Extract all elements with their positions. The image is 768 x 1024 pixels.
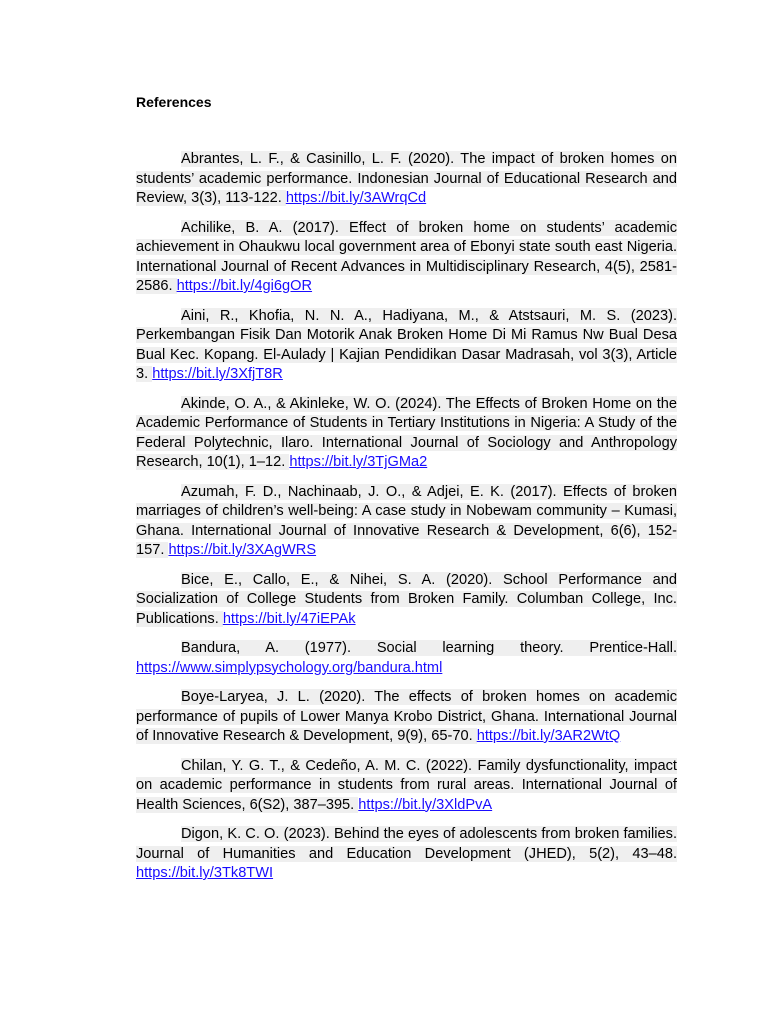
reference-text: Bandura, A. (1977). Social learning theory. Prentice-Hall. — [181, 640, 677, 656]
references-heading: References — [136, 94, 212, 110]
reference-link[interactable]: https://bit.ly/3XfjT8R — [152, 366, 283, 382]
reference-text: Digon, K. C. O. (2023). Behind the eyes of adolescents from broken families. Journal of Humanities and Education Development (JHED), 5(2), 43–48. — [136, 826, 677, 862]
reference-link[interactable]: https://bit.ly/3XAgWRS — [168, 542, 317, 558]
reference-text: Azumah, F. D., Nachinaab, J. O., & Adjei, E. K. (2017). Effects of broken marriages of children’s well-being: A case study in Nobewam community – Kumasi, Ghana. International Journal of Innovative Research & Development, 6(6), 152-157. — [136, 483, 677, 558]
reference-link[interactable]: https://bit.ly/3XldPvA — [358, 796, 493, 813]
reference-text: Chilan, Y. G. T., & Cedeño, A. M. C. (2022). Family dysfunctionality, impact on academic performance in students from rural areas. International Journal of Health Sciences, 6(S2), 387–395. — [136, 757, 677, 813]
reference-entry — [136, 757, 677, 816]
document-page — [136, 92, 677, 894]
reference-link[interactable]: https://bit.ly/3TjGMa2 — [289, 454, 428, 470]
reference-entry — [136, 639, 677, 678]
reference-link[interactable]: https://www.simplypsychology.org/bandura.html — [136, 659, 443, 676]
reference-link[interactable]: https://bit.ly/3Tk8TWI — [136, 865, 274, 881]
reference-text: Achilike, B. A. (2017). Effect of broken home on students’ academic achievement in Ohaukwu local government area of Ebonyi state south east Nigeria. International Journal of Recent Advances in Multidisciplinary Research, 4(5), 2581-2586. — [136, 219, 677, 294]
reference-text: Aini, R., Khofia, N. N. A., Hadiyana, M., & Atstsauri, M. S. (2023). Perkembangan Fisik Dan Motorik Anak Broken Home Di Mi Ramus Nw Bual Desa Bual Kec. Kopang. El-Aulady | Kajian Pendidikan Dasar Madrasah, vol 3(3), Article 3. — [136, 307, 677, 382]
reference-entry — [136, 825, 677, 884]
reference-link[interactable]: https://bit.ly/3AR2WtQ — [476, 728, 621, 744]
reference-text: Abrantes, L. F., & Casinillo, L. F. (2020). The impact of broken homes on students’ academic performance. Indonesian Journal of Educational Research and Review, 3(3), 113-122. — [136, 151, 677, 206]
reference-link[interactable]: https://bit.ly/3AWrqCd — [285, 190, 427, 206]
reference-entry — [136, 307, 677, 385]
reference-entry — [136, 483, 677, 561]
reference-link[interactable]: https://bit.ly/4gi6gOR — [176, 278, 313, 294]
reference-link[interactable]: https://bit.ly/47iEPAk — [222, 610, 356, 627]
reference-entry — [136, 688, 677, 747]
reference-entry — [136, 395, 677, 473]
reference-entry — [136, 219, 677, 297]
reference-text: Boye-Laryea, J. L. (2020). The effects of broken homes on academic performance of pupils of Lower Manya Krobo District, Ghana. International Journal of Innovative Research & Development, 9(9), 65-70. — [136, 689, 677, 744]
reference-entry — [136, 571, 677, 630]
reference-entry — [136, 150, 677, 209]
reference-text: Bice, E., Callo, E., & Nihei, S. A. (2020). School Performance and Socialization of College Students from Broken Family. Columban College, Inc. Publications. — [136, 571, 677, 627]
reference-text: Akinde, O. A., & Akinleke, W. O. (2024). The Effects of Broken Home on the Academic Performance of Students in Tertiary Institutions in Nigeria: A Study of the Federal Polytechnic, Ilaro. International Journal of Sociology and Anthropology Research, 10(1), 1–12. — [136, 395, 677, 470]
